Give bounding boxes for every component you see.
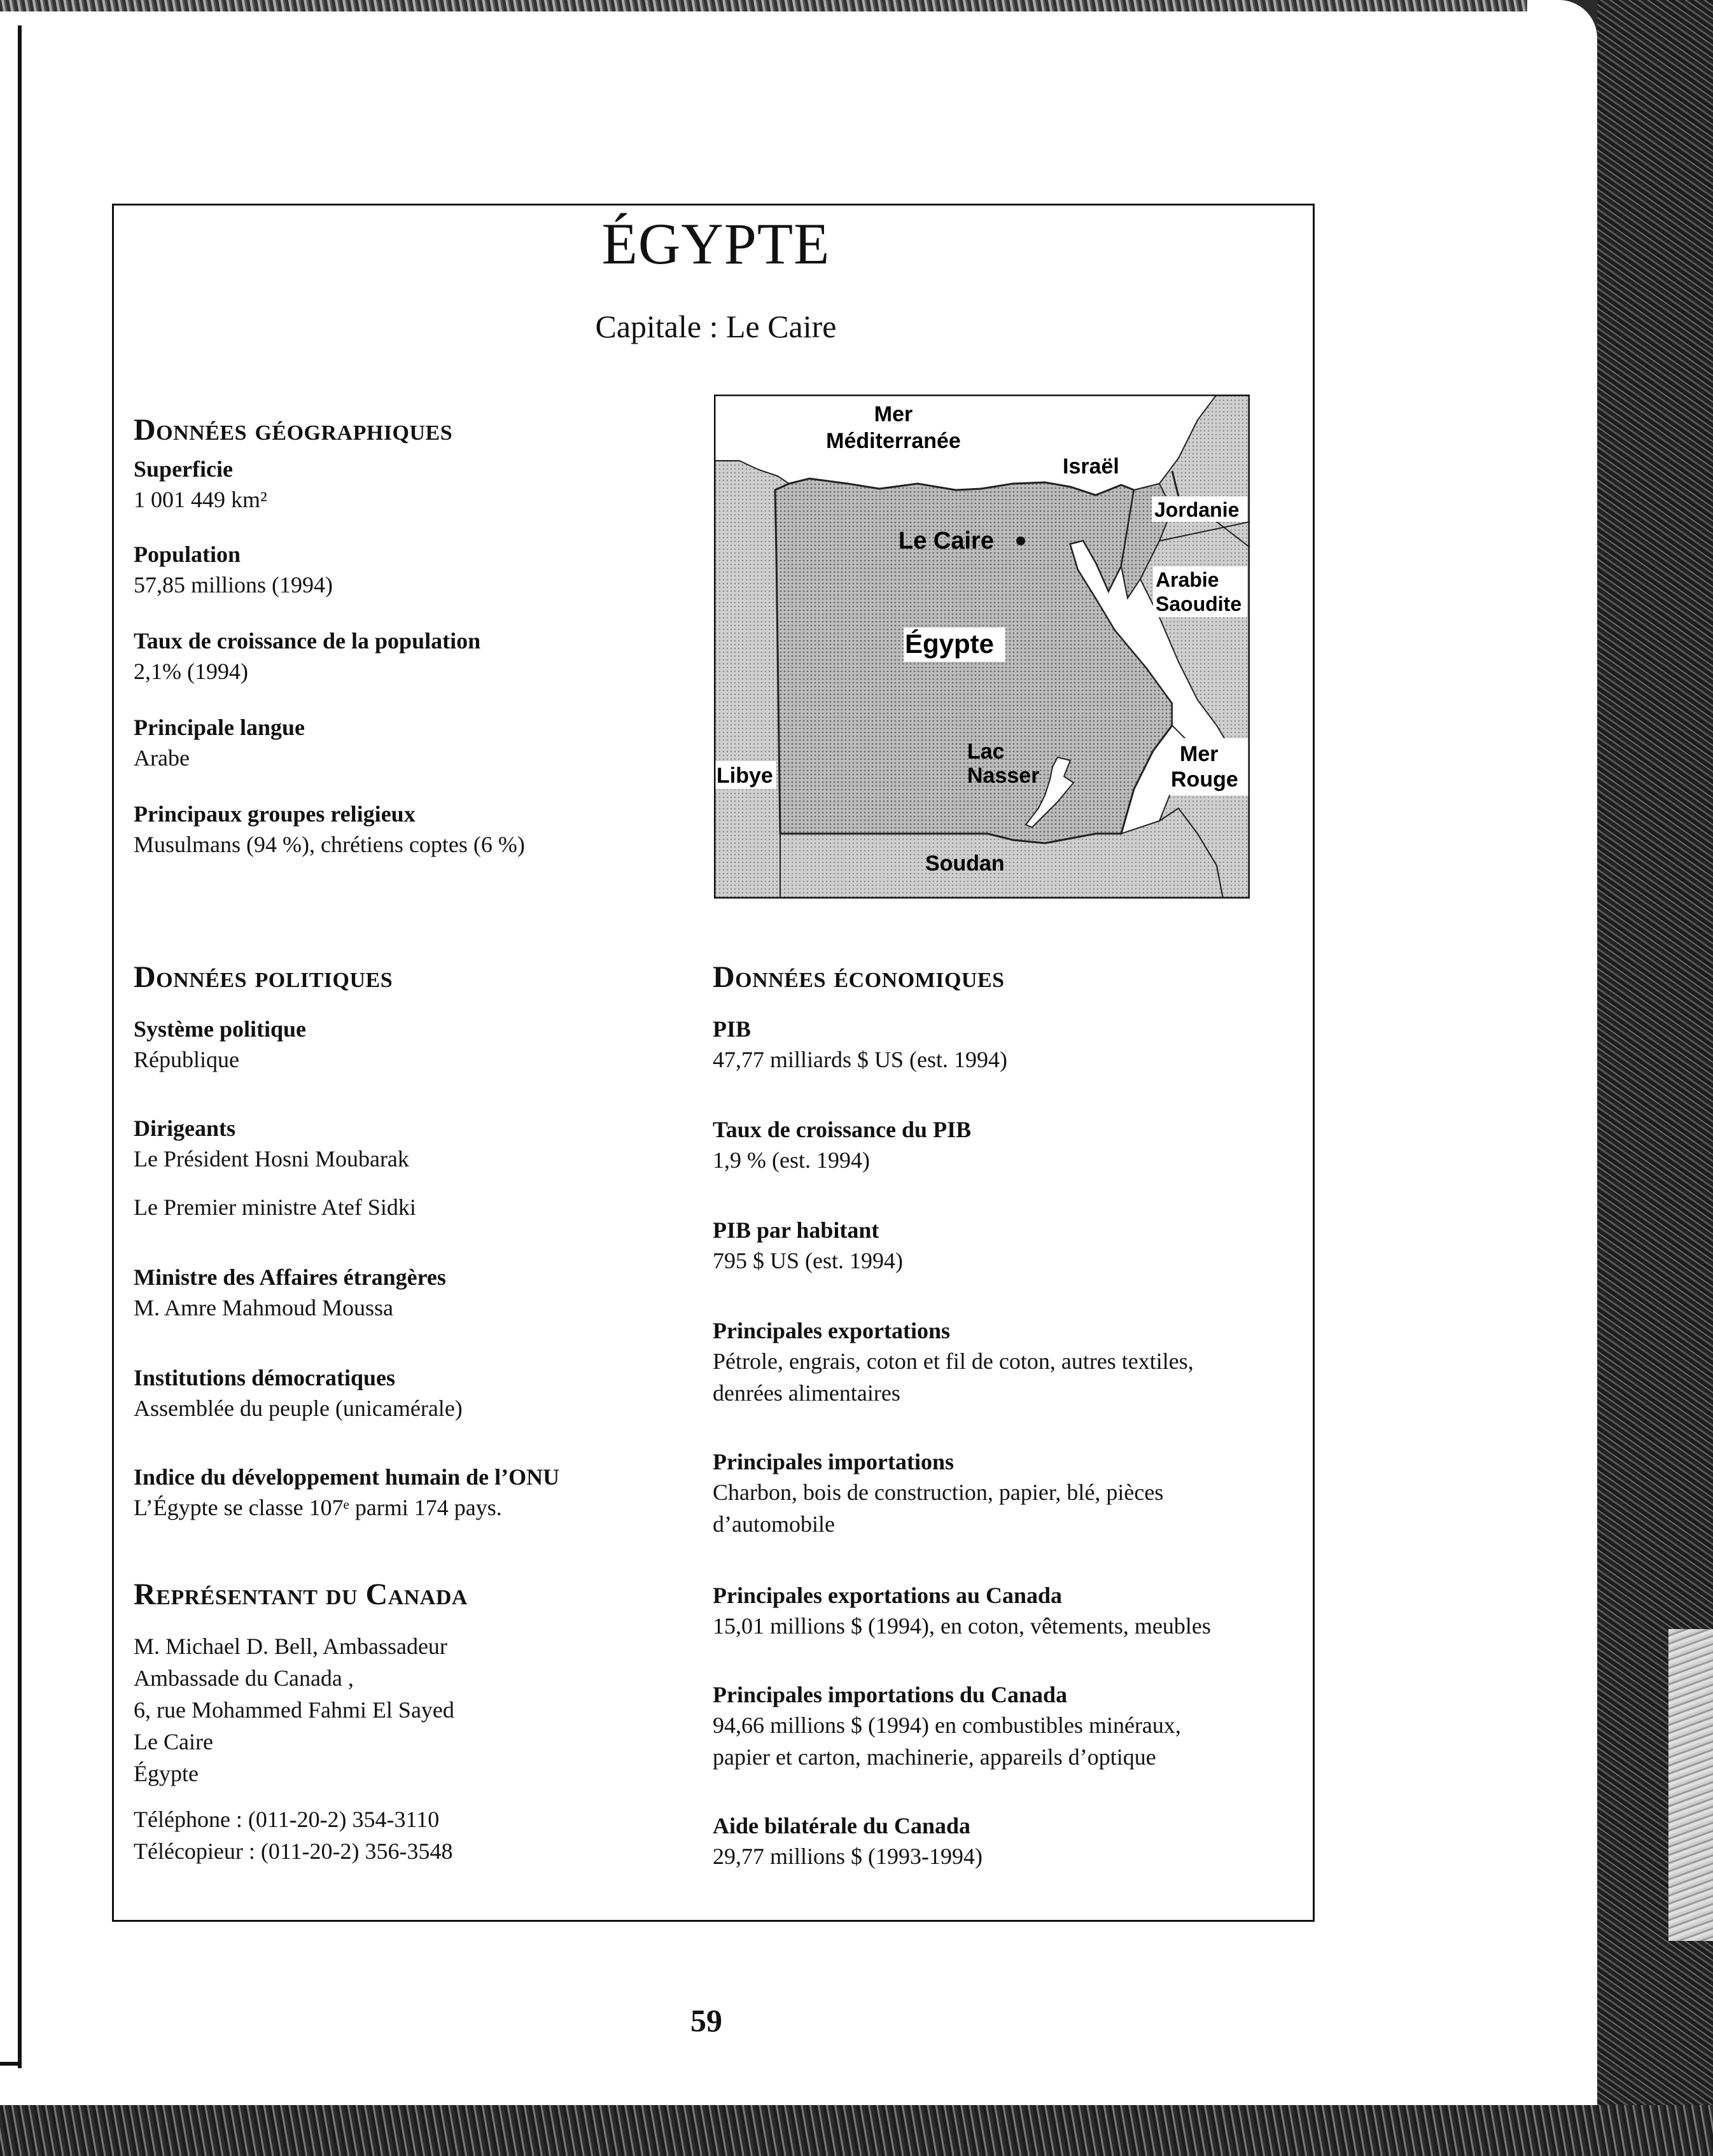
eco-value: 94,66 millions $ (1994) en combustibles minéraux, [713, 1712, 1181, 1738]
egypt-map [714, 395, 1250, 899]
eco-item-imports-canada [713, 1680, 1298, 1773]
eco-item-exports-canada [713, 1581, 1298, 1642]
pol-value: Le Premier ministre Atef Sidki [134, 1194, 416, 1220]
eco-value: Pétrole, engrais, coton et fil de coton, autres textiles, [713, 1348, 1194, 1374]
eco-label: Aide bilatérale du Canada [713, 1813, 971, 1838]
eco-value: papier et carton, machinerie, appareils d’optique [713, 1744, 1156, 1770]
eco-label: Principales importations du Canada [713, 1682, 1068, 1707]
geo-item-population [134, 540, 706, 601]
pol-value: Assemblée du peuple (unicamérale) [134, 1396, 463, 1421]
eco-section [713, 960, 1298, 995]
rep-line: M. Michael D. Bell, Ambassadeur [134, 1634, 447, 1659]
map-label-mer: Mer [874, 402, 913, 426]
map-label-libye: Libye [717, 764, 773, 788]
eco-label: Principales exportations au Canada [713, 1583, 1063, 1608]
scan-artifact [1668, 1629, 1713, 1941]
map-label-mediterranee: Méditerranée [826, 429, 961, 453]
eco-label: Principales exportations [713, 1318, 950, 1343]
pol-label: Système politique [134, 1016, 307, 1042]
geo-label: Superficie [134, 456, 233, 482]
map-label-lac: Lac [967, 739, 1005, 764]
rep-section [134, 1577, 706, 1612]
eco-value: denrées alimentaires [713, 1380, 900, 1406]
rep-heading: Représentant du Canada [134, 1578, 468, 1611]
map-label-soudan: Soudan [925, 851, 1005, 876]
eco-label: PIB [713, 1016, 752, 1042]
rep-line: Égypte [134, 1761, 199, 1786]
map-cairo-dot [1016, 536, 1025, 545]
page-number: 59 [690, 2003, 722, 2038]
map-label-nasser: Nasser [967, 764, 1040, 788]
map-label-mer-rouge-1: Mer [1180, 742, 1219, 766]
rep-phone: Téléphone : (011-20-2) 354-3110 [134, 1807, 440, 1832]
pol-heading: Données politiques [134, 960, 393, 994]
geo-value: 2,1% (1994) [134, 659, 248, 684]
eco-item-exports [713, 1316, 1298, 1409]
eco-item-aid [713, 1811, 1298, 1872]
eco-item-gdp [713, 1014, 1298, 1075]
eco-item-gdp-capita [713, 1215, 1298, 1277]
eco-label: Principales importations [713, 1449, 954, 1474]
geo-section [134, 412, 706, 447]
scan-edge-top [0, 0, 1527, 11]
pol-item-system [134, 1014, 706, 1075]
geo-item-area [134, 454, 706, 515]
geo-item-language [134, 713, 706, 774]
pol-label: Ministre des Affaires étrangères [134, 1264, 446, 1290]
pol-value: République [134, 1047, 239, 1072]
rep-line: 6, rue Mohammed Fahmi El Sayed [134, 1697, 454, 1723]
geo-label: Taux de croissance de la population [134, 628, 481, 654]
eco-value: Charbon, bois de construction, papier, blé, pièces [713, 1480, 1164, 1505]
geo-label: Principaux groupes religieux [134, 801, 416, 827]
geo-label: Population [134, 542, 241, 567]
geo-value: 1 001 449 km² [134, 487, 267, 512]
pol-section [134, 960, 706, 995]
pol-label: Institutions démocratiques [134, 1365, 396, 1390]
binding-line-foot [0, 2062, 22, 2066]
eco-value: 1,9 % (est. 1994) [713, 1147, 870, 1173]
scan-edge-bottom [0, 2105, 1713, 2156]
capital-subtitle: Capitale : Le Caire [595, 309, 837, 344]
eco-label: Taux de croissance du PIB [713, 1117, 972, 1142]
eco-value: d’automobile [713, 1511, 835, 1537]
geo-item-religion [134, 799, 706, 860]
pol-item-hdi [134, 1462, 706, 1523]
pol-value: Le Président Hosni Moubarak [134, 1146, 409, 1172]
eco-item-imports [713, 1447, 1298, 1540]
geo-heading: Données géographiques [134, 413, 453, 447]
map-label-israel: Israël [1063, 454, 1119, 479]
map-label-arabie: Arabie [1156, 568, 1219, 591]
rep-fax: Télécopieur : (011-20-2) 356-3548 [134, 1838, 453, 1864]
pol-label: Indice du développement humain de l’ONU [134, 1464, 560, 1490]
eco-item-gdp-growth [713, 1115, 1298, 1176]
page-title: ÉGYPTE [601, 211, 830, 276]
rep-line: Le Caire [134, 1729, 213, 1754]
rep-address [134, 1630, 706, 1867]
rep-line: Ambassade du Canada , [134, 1665, 354, 1691]
pol-value: M. Amre Mahmoud Moussa [134, 1295, 393, 1320]
eco-value: 795 $ US (est. 1994) [713, 1248, 903, 1273]
geo-label: Principale langue [134, 715, 305, 740]
eco-heading: Données économiques [713, 960, 1005, 994]
pol-value: L’Égypte se classe 107ᵉ parmi 174 pays. [134, 1495, 502, 1520]
geo-item-growth [134, 626, 706, 687]
eco-label: PIB par habitant [713, 1217, 879, 1243]
pol-item-minister [134, 1263, 706, 1324]
eco-value: 47,77 milliards $ US (est. 1994) [713, 1047, 1007, 1072]
map-label-jordanie: Jordanie [1154, 498, 1240, 521]
pol-label: Dirigeants [134, 1116, 235, 1141]
eco-value: 15,01 millions $ (1994), en coton, vêtements, meubles [713, 1613, 1211, 1639]
eco-value: 29,77 millions $ (1993-1994) [713, 1844, 982, 1869]
map-label-egypte: Égypte [905, 629, 995, 659]
geo-value: Musulmans (94 %), chrétiens coptes (6 %) [134, 832, 525, 857]
map-label-le-caire: Le Caire [898, 528, 994, 554]
pol-item-institutions [134, 1363, 706, 1424]
geo-value: Arabe [134, 745, 190, 771]
map-label-mer-rouge-2: Rouge [1171, 767, 1238, 792]
geo-value: 57,85 millions (1994) [134, 572, 333, 598]
map-label-saoudite: Saoudite [1156, 592, 1242, 615]
pol-item-leaders [134, 1114, 706, 1223]
